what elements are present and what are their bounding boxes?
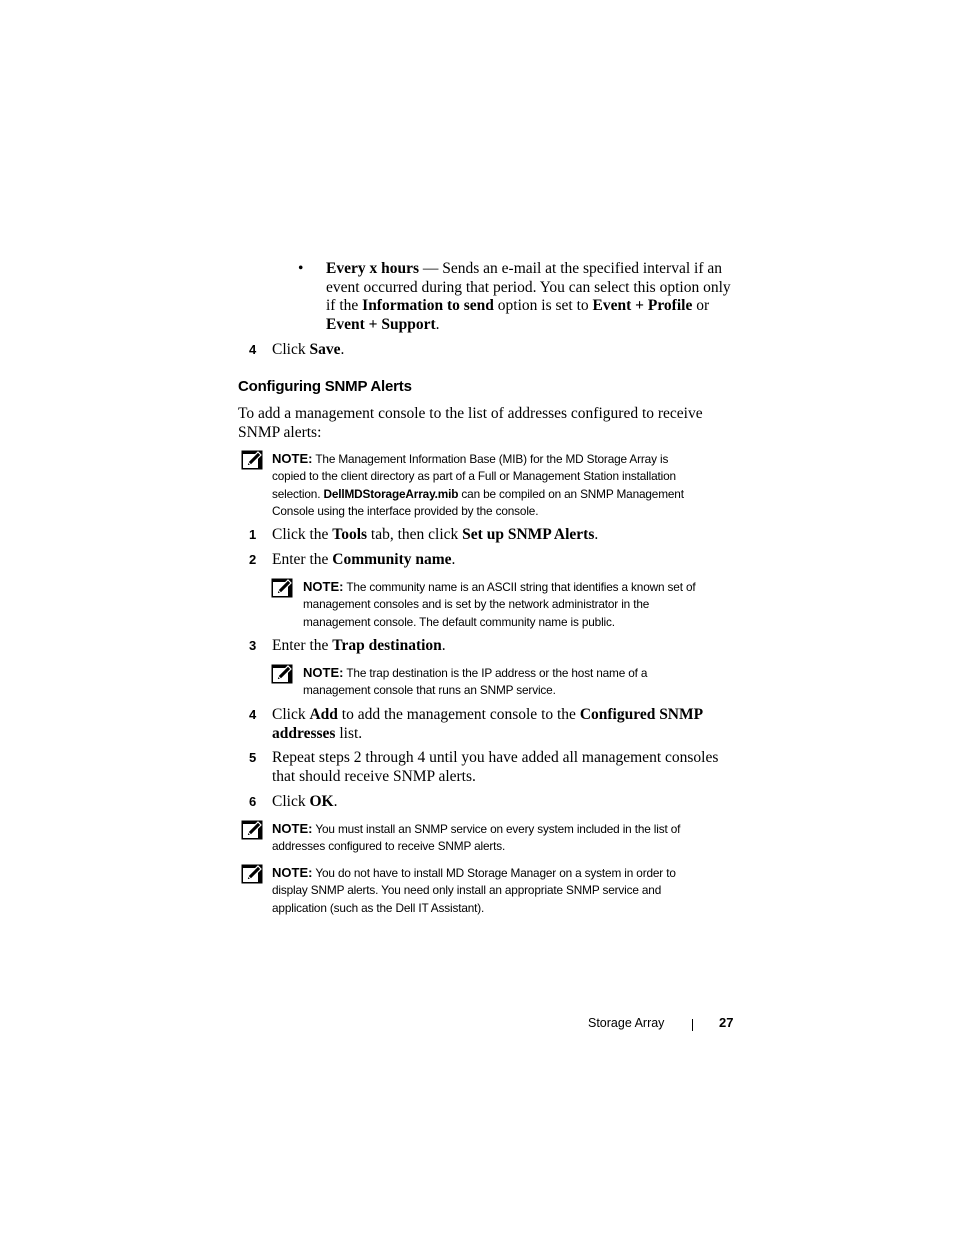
step-number: 4 bbox=[249, 707, 257, 722]
bold-term: Set up SNMP Alerts bbox=[462, 526, 595, 543]
note-label: NOTE: bbox=[303, 579, 344, 594]
step-click-add bbox=[272, 706, 742, 743]
pencil-note-icon bbox=[241, 820, 263, 840]
text: Click the bbox=[272, 526, 333, 543]
page-number: 27 bbox=[719, 1015, 734, 1030]
pencil-note-icon bbox=[271, 578, 293, 598]
text: option is set to bbox=[493, 297, 593, 315]
text: if the bbox=[326, 297, 363, 315]
text: . bbox=[594, 526, 599, 543]
note-label: NOTE: bbox=[303, 665, 344, 680]
step-number: 2 bbox=[249, 552, 257, 567]
pencil-note-icon bbox=[271, 664, 293, 684]
text: You do not have to install MD Storage Manager on a system in order to bbox=[312, 866, 676, 880]
bold-term: Event + Support bbox=[326, 315, 436, 333]
text: Enter the bbox=[272, 637, 333, 654]
text: to add the management console to the bbox=[337, 706, 580, 723]
text: management console. The default community name is public. bbox=[303, 614, 615, 629]
text: The trap destination is the IP address or the host name of a bbox=[343, 666, 648, 680]
text: . bbox=[441, 637, 446, 654]
bullet-every-x-hours bbox=[326, 260, 738, 334]
step-click-tools bbox=[272, 526, 598, 545]
text: management console that runs an SNMP service. bbox=[303, 683, 556, 698]
text: addresses configured to receive SNMP alerts. bbox=[272, 839, 506, 854]
text: that should receive SNMP alerts. bbox=[272, 767, 476, 785]
intro-paragraph bbox=[238, 405, 738, 442]
step-repeat bbox=[272, 749, 742, 786]
step-click-save bbox=[272, 341, 344, 360]
bold-term: Trap destination bbox=[332, 637, 442, 654]
step-number: 5 bbox=[249, 750, 257, 765]
bold-term: Information to send bbox=[362, 297, 494, 315]
text: Enter the bbox=[272, 551, 333, 568]
text: Click bbox=[272, 341, 310, 358]
text: . bbox=[333, 793, 338, 810]
bold-term: DellMDStorageArray.mib bbox=[323, 486, 459, 501]
note-label: NOTE: bbox=[272, 451, 313, 466]
note-community-name bbox=[303, 578, 743, 631]
text: Repeat steps 2 through 4 until you have added all management consoles bbox=[272, 749, 719, 766]
bold-term: Save bbox=[309, 341, 341, 358]
text: event occurred during that period. You can select this option only bbox=[326, 278, 731, 296]
bold-term: OK bbox=[309, 793, 334, 810]
bold-term: Community name bbox=[332, 551, 452, 568]
text: The community name is an ASCII string that identifies a known set of bbox=[343, 580, 696, 594]
text: Console using the interface provided by the console. bbox=[272, 503, 539, 518]
footer-section-title: Storage Array bbox=[588, 1016, 665, 1030]
pencil-note-icon bbox=[241, 450, 263, 470]
text: or bbox=[692, 297, 710, 315]
note-label: NOTE: bbox=[272, 865, 313, 880]
footer-divider bbox=[692, 1019, 693, 1031]
text: management consoles and is set by the network administrator in the bbox=[303, 597, 650, 612]
step-number: 6 bbox=[249, 794, 257, 809]
text: copied to the client directory as part of a Full or Management Station installation bbox=[272, 469, 676, 484]
text: list. bbox=[335, 724, 363, 742]
step-number: 4 bbox=[249, 342, 257, 357]
bold-term: Tools bbox=[332, 526, 368, 543]
text: tab, then click bbox=[367, 526, 463, 543]
text: . bbox=[340, 341, 345, 358]
step-number: 3 bbox=[249, 638, 257, 653]
text: display SNMP alerts. You need only install an appropriate SNMP service and bbox=[272, 883, 662, 898]
note-trap-destination bbox=[303, 664, 743, 700]
step-enter-community bbox=[272, 551, 455, 570]
bold-term: Configured SNMP bbox=[579, 706, 704, 723]
text: can be compiled on an SNMP Management bbox=[458, 486, 684, 501]
text: To add a management console to the list of addresses configured to receive bbox=[238, 405, 703, 422]
step-enter-trap bbox=[272, 637, 446, 656]
text: The Management Information Base (MIB) for the MD Storage Array is bbox=[312, 452, 669, 466]
bold-term: addresses bbox=[272, 724, 336, 742]
text: — Sends an e-mail at the specified interval if an bbox=[419, 260, 723, 277]
bullet-marker: • bbox=[298, 260, 304, 277]
section-heading: Configuring SNMP Alerts bbox=[238, 378, 412, 395]
bold-term: Event + Profile bbox=[592, 297, 693, 315]
step-click-ok bbox=[272, 793, 337, 812]
text: . bbox=[435, 315, 440, 333]
note-no-md-storage-manager bbox=[272, 864, 742, 917]
step-number: 1 bbox=[249, 527, 257, 542]
text: selection. bbox=[272, 486, 324, 501]
pencil-note-icon bbox=[241, 864, 263, 884]
note-install-snmp bbox=[272, 820, 742, 856]
note-mib bbox=[272, 450, 742, 520]
bold-term: Add bbox=[309, 706, 338, 723]
text: . bbox=[451, 551, 456, 568]
note-label: NOTE: bbox=[272, 821, 313, 836]
text: application (such as the Dell IT Assistant). bbox=[272, 900, 485, 915]
text: Click bbox=[272, 706, 310, 723]
text: SNMP alerts: bbox=[238, 423, 322, 441]
text: Click bbox=[272, 793, 310, 810]
text: You must install an SNMP service on every system included in the list of bbox=[312, 822, 681, 836]
bold-term: Every x hours bbox=[326, 260, 419, 277]
